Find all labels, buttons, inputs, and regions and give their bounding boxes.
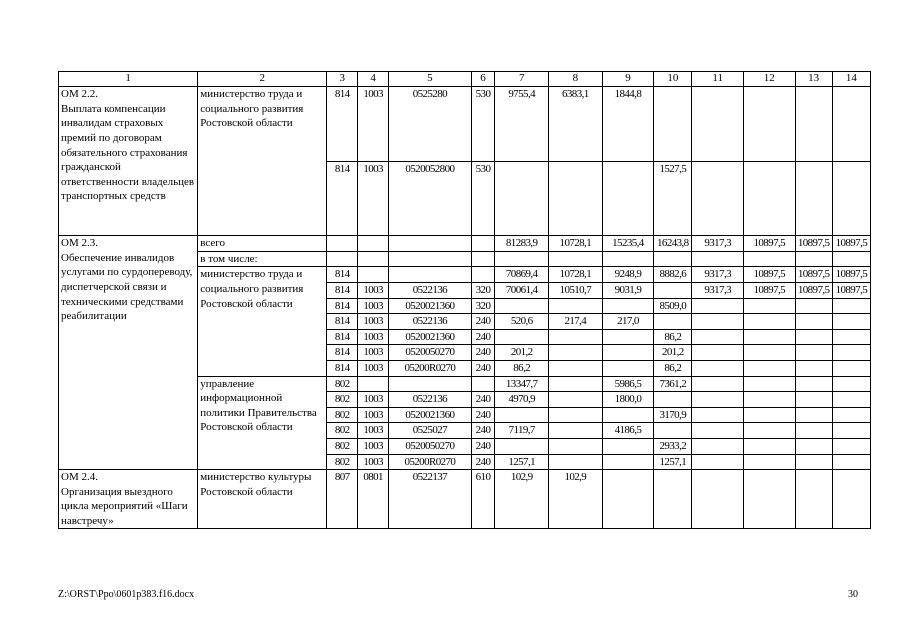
value-cell: 814 <box>327 87 358 162</box>
value-cell: 13347,7 <box>495 376 549 392</box>
executor-cell: министерство труда и социального развития Ростовской области <box>198 87 327 236</box>
value-cell: 10897,5 <box>795 267 832 283</box>
value-cell <box>692 251 744 267</box>
value-cell: 1257,1 <box>495 454 549 470</box>
value-cell <box>495 298 549 314</box>
value-cell: 102,9 <box>549 470 603 529</box>
value-cell <box>549 360 603 376</box>
value-cell <box>602 298 654 314</box>
value-cell: 1003 <box>358 298 389 314</box>
value-cell: 10728,1 <box>549 236 603 252</box>
value-cell: 217,4 <box>549 314 603 330</box>
value-cell <box>495 161 549 236</box>
value-cell <box>795 314 832 330</box>
measure-name: ОМ 2.4. Организация выездного цикла мероприятий «Шаги навстречу» <box>59 470 198 529</box>
value-cell <box>743 392 795 408</box>
column-header: 7 <box>495 72 549 87</box>
value-cell <box>743 376 795 392</box>
value-cell <box>549 392 603 408</box>
value-cell: 102,9 <box>495 470 549 529</box>
value-cell: 9317,3 <box>692 282 744 298</box>
value-cell: 1003 <box>358 314 389 330</box>
value-cell: 814 <box>327 345 358 361</box>
value-cell: 5986,5 <box>602 376 654 392</box>
value-cell <box>389 236 472 252</box>
column-header: 12 <box>743 72 795 87</box>
value-cell: 15235,4 <box>602 236 654 252</box>
value-cell <box>471 251 495 267</box>
value-cell <box>743 87 795 162</box>
value-cell <box>692 360 744 376</box>
value-cell <box>832 87 870 162</box>
value-cell: 0525027 <box>389 423 472 439</box>
footer-file-path: Z:\ORST\Ppo\0601p383.f16.docx <box>58 589 195 600</box>
value-cell: 530 <box>471 87 495 162</box>
value-cell <box>602 345 654 361</box>
value-cell: 0522136 <box>389 282 472 298</box>
value-cell: 520,6 <box>495 314 549 330</box>
value-cell: 0522137 <box>389 470 472 529</box>
value-cell: 814 <box>327 298 358 314</box>
value-cell <box>692 407 744 423</box>
column-header: 8 <box>549 72 603 87</box>
value-cell <box>692 329 744 345</box>
column-header: 5 <box>389 72 472 87</box>
value-cell: 9317,3 <box>692 236 744 252</box>
value-cell <box>654 87 692 162</box>
page-number: 30 <box>848 589 858 600</box>
value-cell <box>495 407 549 423</box>
column-header: 11 <box>692 72 744 87</box>
value-cell <box>743 470 795 529</box>
value-cell: 4186,5 <box>602 423 654 439</box>
value-cell <box>654 470 692 529</box>
value-cell <box>795 376 832 392</box>
value-cell <box>654 251 692 267</box>
value-cell: 1003 <box>358 345 389 361</box>
value-cell: 1003 <box>358 454 389 470</box>
value-cell <box>602 438 654 454</box>
value-cell: 10897,5 <box>743 282 795 298</box>
value-cell <box>743 161 795 236</box>
value-cell: 2933,2 <box>654 438 692 454</box>
value-cell: 0801 <box>358 470 389 529</box>
value-cell <box>743 251 795 267</box>
value-cell <box>358 251 389 267</box>
value-cell: 70061,4 <box>495 282 549 298</box>
value-cell: 10897,5 <box>743 236 795 252</box>
column-header: 2 <box>198 72 327 87</box>
value-cell <box>795 329 832 345</box>
value-cell: 201,2 <box>654 345 692 361</box>
value-cell <box>358 267 389 283</box>
value-cell <box>743 360 795 376</box>
value-cell: 0520050270 <box>389 345 472 361</box>
value-cell <box>495 438 549 454</box>
value-cell: 10728,1 <box>549 267 603 283</box>
column-header: 13 <box>795 72 832 87</box>
column-header: 4 <box>358 72 389 87</box>
value-cell <box>549 298 603 314</box>
value-cell: 4970,9 <box>495 392 549 408</box>
value-cell <box>743 345 795 361</box>
value-cell: 814 <box>327 161 358 236</box>
value-cell <box>795 345 832 361</box>
value-cell <box>692 454 744 470</box>
value-cell <box>832 298 870 314</box>
value-cell: 9031,9 <box>602 282 654 298</box>
value-cell: 1003 <box>358 161 389 236</box>
value-cell: 530 <box>471 161 495 236</box>
executor-cell: министерство культуры Ростовской области <box>198 470 327 529</box>
table-row <box>59 236 871 252</box>
value-cell: 1003 <box>358 392 389 408</box>
value-cell <box>832 161 870 236</box>
value-cell: 1003 <box>358 87 389 162</box>
value-cell <box>692 423 744 439</box>
value-cell: 0522136 <box>389 314 472 330</box>
value-cell: 1003 <box>358 360 389 376</box>
value-cell <box>654 392 692 408</box>
value-cell <box>832 360 870 376</box>
value-cell: 1003 <box>358 329 389 345</box>
value-cell: 1003 <box>358 282 389 298</box>
value-cell <box>549 251 603 267</box>
value-cell: 814 <box>327 267 358 283</box>
value-cell <box>832 251 870 267</box>
value-cell: 0520021360 <box>389 298 472 314</box>
value-cell: 86,2 <box>495 360 549 376</box>
value-cell: 201,2 <box>495 345 549 361</box>
value-cell: 6383,1 <box>549 87 603 162</box>
value-cell: 802 <box>327 392 358 408</box>
value-cell: 240 <box>471 454 495 470</box>
measure-name: ОМ 2.3. Обеспечение инвалидов услугами по сурдопереводу, диспетчерской связи и техническими средствами реабилитации <box>59 236 198 470</box>
value-cell: 240 <box>471 407 495 423</box>
value-cell: 1257,1 <box>654 454 692 470</box>
value-cell: 802 <box>327 438 358 454</box>
value-cell: 610 <box>471 470 495 529</box>
value-cell: 807 <box>327 470 358 529</box>
value-cell <box>471 236 495 252</box>
value-cell <box>832 376 870 392</box>
value-cell: 10897,5 <box>832 236 870 252</box>
value-cell: 240 <box>471 392 495 408</box>
value-cell <box>795 251 832 267</box>
value-cell: 05200R0270 <box>389 454 472 470</box>
value-cell <box>795 298 832 314</box>
value-cell <box>471 376 495 392</box>
value-cell: 802 <box>327 423 358 439</box>
value-cell: 1800,0 <box>602 392 654 408</box>
value-cell: 10897,5 <box>795 236 832 252</box>
value-cell <box>602 407 654 423</box>
value-cell: 7361,2 <box>654 376 692 392</box>
value-cell <box>795 87 832 162</box>
value-cell <box>389 267 472 283</box>
value-cell <box>654 282 692 298</box>
value-cell <box>327 236 358 252</box>
value-cell <box>602 161 654 236</box>
value-cell: 81283,9 <box>495 236 549 252</box>
budget-table <box>58 71 871 529</box>
value-cell: 814 <box>327 329 358 345</box>
value-cell <box>602 470 654 529</box>
value-cell: 240 <box>471 438 495 454</box>
value-cell <box>743 423 795 439</box>
value-cell <box>327 251 358 267</box>
value-cell <box>654 423 692 439</box>
column-header: 6 <box>471 72 495 87</box>
value-cell: 0525280 <box>389 87 472 162</box>
value-cell: 9317,3 <box>692 267 744 283</box>
value-cell: 802 <box>327 454 358 470</box>
value-cell <box>832 345 870 361</box>
value-cell <box>743 298 795 314</box>
value-cell <box>654 314 692 330</box>
value-cell <box>832 407 870 423</box>
value-cell <box>743 314 795 330</box>
executor-cell: управление информационной политики Правительства Ростовской области <box>198 376 327 470</box>
value-cell: 240 <box>471 423 495 439</box>
value-cell <box>692 392 744 408</box>
value-cell <box>389 376 472 392</box>
value-cell <box>832 423 870 439</box>
value-cell: 10897,5 <box>743 267 795 283</box>
value-cell <box>832 329 870 345</box>
value-cell: 802 <box>327 376 358 392</box>
value-cell <box>743 438 795 454</box>
value-cell <box>743 329 795 345</box>
value-cell: 86,2 <box>654 360 692 376</box>
value-cell <box>495 329 549 345</box>
table-row <box>59 470 871 529</box>
value-cell: 0520021360 <box>389 407 472 423</box>
value-cell: 9248,9 <box>602 267 654 283</box>
value-cell: 10510,7 <box>549 282 603 298</box>
table-row <box>59 87 871 162</box>
value-cell: 814 <box>327 360 358 376</box>
value-cell <box>692 87 744 162</box>
value-cell: 1527,5 <box>654 161 692 236</box>
value-cell <box>795 392 832 408</box>
value-cell: 9755,4 <box>495 87 549 162</box>
value-cell <box>358 236 389 252</box>
value-cell <box>549 376 603 392</box>
value-cell: 1003 <box>358 438 389 454</box>
value-cell: 0520050270 <box>389 438 472 454</box>
value-cell <box>389 251 472 267</box>
value-cell <box>692 345 744 361</box>
value-cell: 814 <box>327 282 358 298</box>
value-cell <box>471 267 495 283</box>
value-cell <box>549 407 603 423</box>
value-cell: 3170,9 <box>654 407 692 423</box>
value-cell <box>549 423 603 439</box>
value-cell: 8882,6 <box>654 267 692 283</box>
header-row <box>59 72 871 87</box>
value-cell <box>832 314 870 330</box>
value-cell <box>549 345 603 361</box>
value-cell: 0520052800 <box>389 161 472 236</box>
value-cell <box>549 438 603 454</box>
value-cell <box>692 376 744 392</box>
value-cell: 10897,5 <box>832 282 870 298</box>
value-cell: 05200R0270 <box>389 360 472 376</box>
value-cell <box>549 329 603 345</box>
value-cell <box>795 360 832 376</box>
value-cell <box>795 423 832 439</box>
value-cell: 814 <box>327 314 358 330</box>
column-header: 3 <box>327 72 358 87</box>
value-cell <box>832 392 870 408</box>
value-cell: 240 <box>471 345 495 361</box>
measure-name: ОМ 2.2. Выплата компенсации инвалидам страховых премий по договорам обязательного страхования гражданской ответственности владельцев транспортных средств <box>59 87 198 236</box>
value-cell <box>692 161 744 236</box>
value-cell <box>743 407 795 423</box>
column-header: 14 <box>832 72 870 87</box>
value-cell <box>692 298 744 314</box>
value-cell <box>549 161 603 236</box>
column-header: 9 <box>602 72 654 87</box>
value-cell: 217,0 <box>602 314 654 330</box>
value-cell <box>832 438 870 454</box>
executor-cell: всего <box>198 236 327 252</box>
value-cell <box>358 376 389 392</box>
column-header: 10 <box>654 72 692 87</box>
value-cell <box>602 251 654 267</box>
value-cell <box>692 438 744 454</box>
executor-cell: министерство труда и социального развития Ростовской области <box>198 267 327 376</box>
value-cell <box>692 470 744 529</box>
value-cell <box>743 454 795 470</box>
value-cell <box>795 161 832 236</box>
value-cell <box>692 314 744 330</box>
value-cell: 1003 <box>358 423 389 439</box>
value-cell <box>795 470 832 529</box>
value-cell <box>832 470 870 529</box>
value-cell: 16243,8 <box>654 236 692 252</box>
value-cell <box>795 438 832 454</box>
value-cell <box>795 407 832 423</box>
value-cell <box>602 454 654 470</box>
value-cell: 802 <box>327 407 358 423</box>
value-cell <box>602 360 654 376</box>
value-cell: 10897,5 <box>795 282 832 298</box>
value-cell: 240 <box>471 360 495 376</box>
value-cell: 240 <box>471 314 495 330</box>
value-cell <box>832 454 870 470</box>
value-cell: 7119,7 <box>495 423 549 439</box>
value-cell: 320 <box>471 298 495 314</box>
value-cell <box>495 251 549 267</box>
value-cell <box>795 454 832 470</box>
value-cell: 8509,0 <box>654 298 692 314</box>
value-cell: 1003 <box>358 407 389 423</box>
value-cell: 10897,5 <box>832 267 870 283</box>
column-header: 1 <box>59 72 198 87</box>
value-cell: 240 <box>471 329 495 345</box>
value-cell: 86,2 <box>654 329 692 345</box>
executor-cell: в том числе: <box>198 251 327 267</box>
value-cell: 1844,8 <box>602 87 654 162</box>
value-cell: 320 <box>471 282 495 298</box>
value-cell <box>549 454 603 470</box>
value-cell: 0522136 <box>389 392 472 408</box>
value-cell: 0520021360 <box>389 329 472 345</box>
value-cell <box>602 329 654 345</box>
value-cell: 70869,4 <box>495 267 549 283</box>
